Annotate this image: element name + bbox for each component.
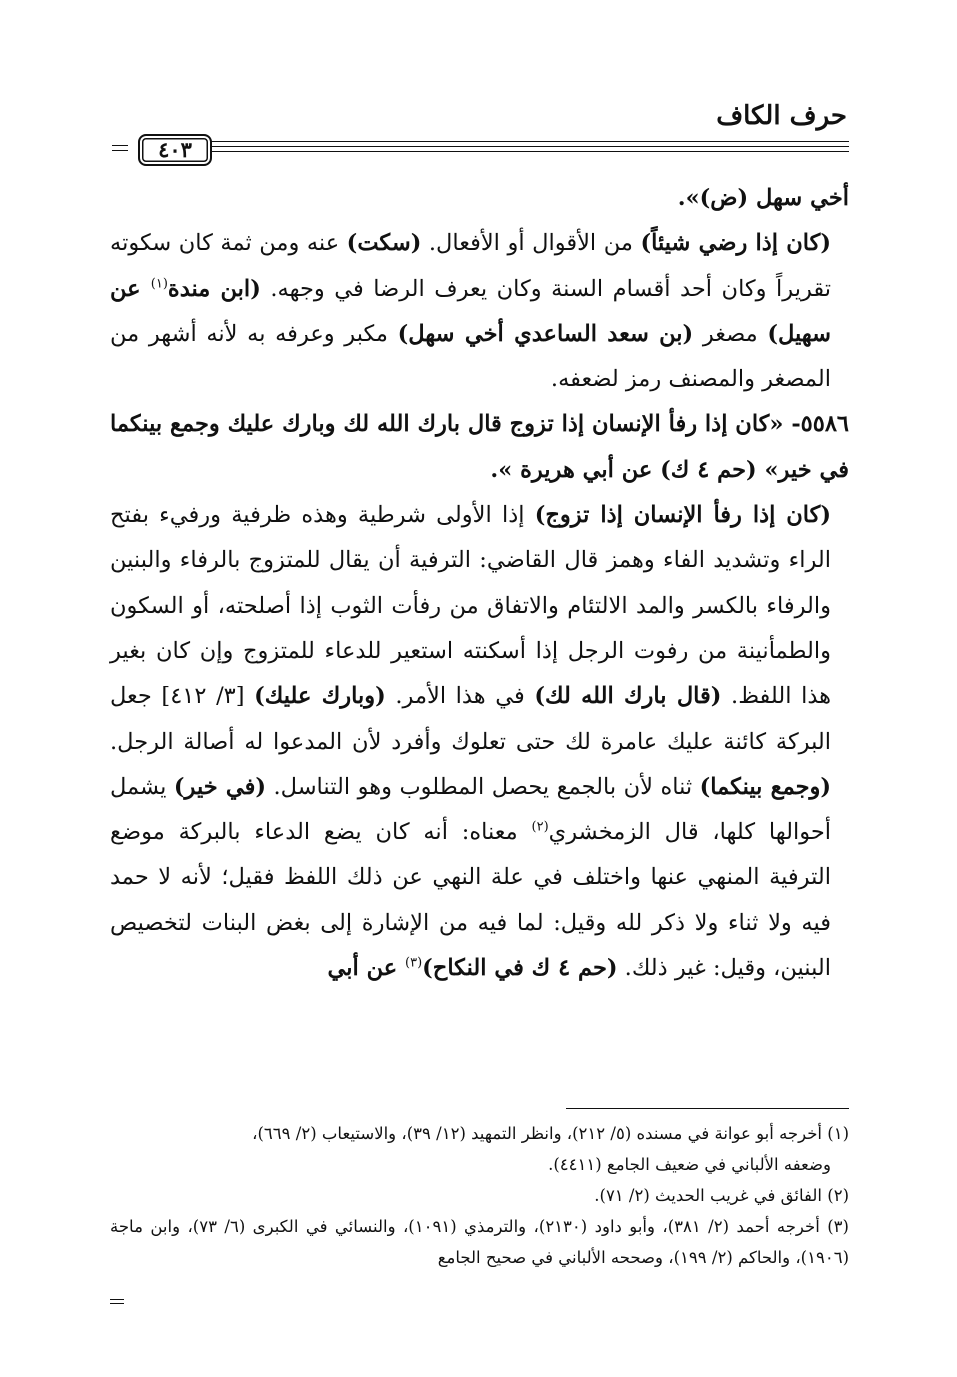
text-bold: (حم ٤ ك في النكاح) [422,955,618,982]
text-bold: (كان إذا رفأ الإنسان إذا تزوج) [534,502,831,529]
text-bold: (في خير) [173,773,266,800]
page-number: ٤٠٣ [138,134,212,166]
paragraph-4 [110,493,849,991]
text-bold: (كان إذا رضي شيئاً) [640,230,832,257]
text-bold: (قال بارك الله لك) [534,683,722,710]
text: عنه ومن ثمة كان سكوته تقريراً وكان أحد أقسام السنة وكان يعرف الرضا في وجهه. [110,230,832,302]
text-bold: (وبارك عليك) [254,683,386,710]
text: إذا الأولى شرطية وهذه ظرفية ورفيء بفتح الراء وتشديد الفاء وهمز قال القاضي: الترفية أن يقال للمتزوج بالرفاء والبنين والرفاء بالكسر والمد الالتئام والاتفاق من رفأت الثوب إذا أصلحته، أو السكون والطمأنينة من رفوت الرجل إذا أسكنته استعير للدعاء للمتزوج وإن كان بغير هذا اللفظ. [110,502,832,710]
text: من الأقوال أو الأفعال. [421,230,641,257]
text: ثناه لأن بالجمع يحصل المطلوب وهو التناسل. [266,773,700,800]
footnote-ref-2[interactable]: (٢) [531,819,549,835]
header-rule [112,134,849,164]
footnote-separator [566,1108,849,1109]
footnote-3: (٣) أخرجه أحمد (٢/ ٣٨١)، وأبو داود (٢١٣٠)، والترمذي (١٠٩١)، والنسائي في الكبرى (٦/ ٧٣)، وابن ماجة (١٩٠٦)، والحاكم (٢/ ١٩٩)، وصححه الألباني في صحيح الجامع [110,1217,849,1267]
text-bold: (بن سعد الساعدي أخي سهل) [397,320,694,347]
text: معناه: أنه كان يضع الدعاء بالبركة موضع الترفية المنهي عنها واختلف في علة النهي عن ذلك اللفظ فقيل؛ لأنه لا حمد فيه ولا ثناء ولا ذكر لله وقيل: لما فيه من الإشارة إلى بغض البنات لتخصيص البنين، وقيل: غير ذلك. [110,819,831,982]
paragraph-1 [110,176,849,221]
text-bold: أخي سهل (ض)». [677,185,849,211]
footnote-ref-3[interactable]: (٣) [405,955,423,971]
text-bold: (سكت) [346,230,422,257]
chapter-title: حرف الكاف [716,101,847,131]
footnotes [110,1118,849,1273]
text: [٣/ ٤١٢] جعل البركة كائنة عليك عامرة لك حتى تعلوك وأفرد لأن المدعوا له أصالة الرجل. [110,683,831,755]
hadith-5586: ٥٥٨٦- «كان إذا رفأ الإنسان إذا تزوج قال بارك الله لك وبارك عليك وجمع بينكما في خير» (حم ٤ ك) عن أبي هريرة ». [110,411,849,483]
continuation-mark [110,1299,124,1307]
text-bold: عن أبي [327,955,406,982]
main-text [110,176,849,991]
text: في هذا الأمر. [385,683,535,710]
footnote-2: (٢) الفائق في غريب الحديث (٢/ ٧١). [594,1186,849,1205]
text-bold: (ابن مندة [167,275,261,302]
text: مصغر [693,320,768,347]
footnote-1-continued: وضعفه الألباني في ضعيف الجامع (٤٤١١). [548,1155,831,1174]
text: يشمل أحوالها كلها، قال الزمخشري [110,773,831,846]
footnote-ref-1[interactable]: (١) [150,276,168,292]
text: مكبر وعرفه به لأنه أشهر من المصغر والمصنف رمز لضعفه. [110,320,831,393]
text-bold: عن سهيل) [110,275,832,347]
text-bold: (وجمع بينكما) [699,773,832,800]
footnote-1: (١) أخرجه أبو عوانة في مسنده (٥/ ٢١٢)، وانظر التمهيد (١٢/ ٣٩)، والاستيعاب (٢/ ٦٦٩)، [252,1124,849,1143]
paragraph-2 [110,221,849,402]
